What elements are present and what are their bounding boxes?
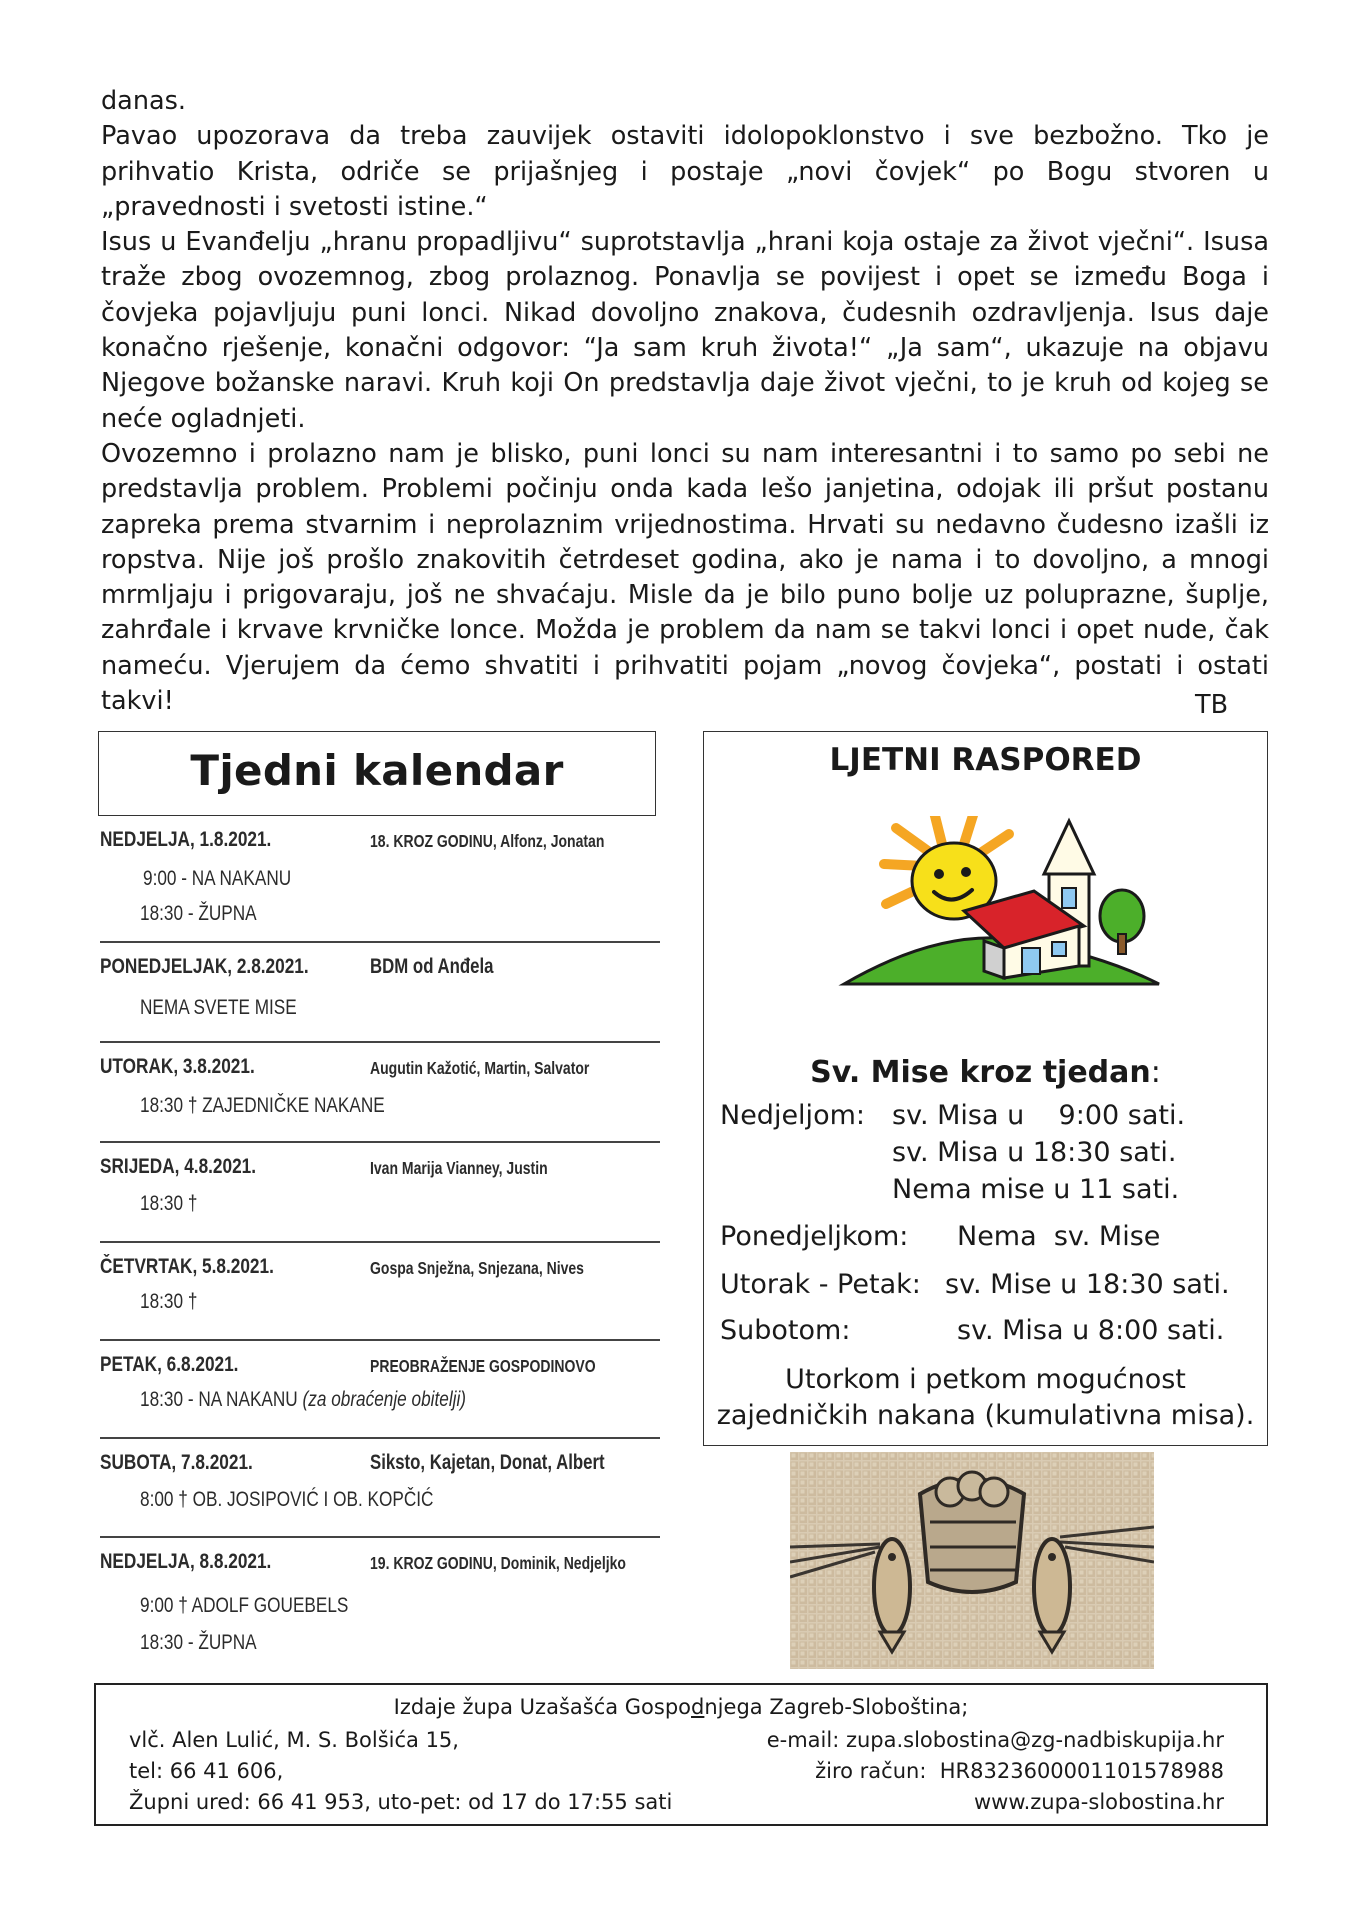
- calendar-day: PETAK, 6.8.2021.: [100, 1353, 239, 1376]
- calendar-mass: NEMA SVETE MISE: [140, 995, 297, 1019]
- calendar-day: SRIJEDA, 4.8.2021.: [100, 1155, 257, 1178]
- article-paragraph: danas.: [101, 86, 186, 116]
- footer-priest: vlč. Alen Lulić, M. S. Bolšića 15,: [129, 1728, 459, 1752]
- calendar-title: Tjedni kalendar: [190, 746, 564, 795]
- calendar-feast: 19. KROZ GODINU, Dominik, Nedjeljko: [370, 1553, 626, 1573]
- calendar-mass: 18:30 † ZAJEDNIČKE NAKANE: [140, 1093, 385, 1117]
- schedule-tuefri-value: sv. Mise u 18:30 sati.: [945, 1269, 1230, 1300]
- calendar-entry: [100, 943, 660, 1043]
- calendar-entry: [100, 828, 660, 943]
- calendar-mass: [140, 1387, 466, 1412]
- schedule-note: [704, 1362, 1267, 1434]
- calendar-mass: 18:30 - ŽUPNA: [140, 1630, 257, 1654]
- author-signature: TB: [1195, 690, 1229, 720]
- footer-web[interactable]: www.zupa-slobostina.hr: [974, 1790, 1224, 1814]
- schedule-subtitle: [704, 1055, 1267, 1090]
- schedule-note-line: Utorkom i petkom mogućnost: [785, 1364, 1186, 1395]
- calendar-day: PONEDJELJAK, 2.8.2021.: [100, 955, 309, 978]
- schedule-subtitle-colon: :: [1150, 1055, 1161, 1090]
- calendar-feast: 18. KROZ GODINU, Alfonz, Jonatan: [370, 831, 605, 851]
- footer-tel: tel: 66 41 606,: [129, 1759, 284, 1783]
- calendar-mass-note: (za obraćenje obitelji): [302, 1387, 467, 1411]
- schedule-note-line: zajedničkih nakana (kumulativna misa).: [716, 1400, 1255, 1431]
- calendar-mass: 8:00 † OB. JOSIPOVIĆ I OB. KOPČIĆ: [140, 1487, 434, 1511]
- footer-publisher-part: Izdaje župa Uzašašća Gospo: [393, 1695, 692, 1719]
- calendar-day: ČETVRTAK, 5.8.2021.: [100, 1255, 274, 1278]
- calendar-day: UTORAK, 3.8.2021.: [100, 1055, 255, 1078]
- schedule-tuefri-label: Utorak - Petak:: [720, 1269, 921, 1300]
- footer-account: žiro račun: HR8323600001101578988: [815, 1759, 1224, 1783]
- calendar-entry: [100, 1043, 660, 1143]
- calendar-mass: 18:30 †: [140, 1289, 198, 1313]
- loaves-and-fishes-mosaic: [790, 1452, 1154, 1669]
- summer-schedule-box: [703, 731, 1268, 1446]
- calendar-feast: PREOBRAŽENJE GOSPODINOVO: [370, 1356, 596, 1376]
- calendar-feast: Siksto, Kajetan, Donat, Albert: [370, 1451, 605, 1474]
- calendar-day: SUBOTA, 7.8.2021.: [100, 1451, 253, 1474]
- schedule-sunday-mass-1: sv. Misa u 9:00 sati.: [892, 1100, 1186, 1131]
- article: [101, 84, 1269, 719]
- calendar-entry: [100, 1243, 660, 1341]
- schedule-saturday-label: Subotom:: [720, 1315, 851, 1346]
- schedule-monday-label: Ponedjeljkom:: [720, 1221, 909, 1252]
- schedule-sunday-note: Nema mise u 11 sati.: [892, 1174, 1180, 1205]
- footer-box: [94, 1683, 1268, 1826]
- calendar-mass: 18:30 - ŽUPNA: [140, 901, 257, 925]
- footer-publisher-part: d: [691, 1695, 705, 1719]
- calendar-mass: 9:00 - NA NAKANU: [143, 866, 292, 890]
- sun-and-church-icon: [824, 816, 1169, 996]
- calendar-feast: Ivan Marija Vianney, Justin: [370, 1158, 548, 1178]
- footer-publisher-part: njega Zagreb-Sloboština;: [704, 1695, 969, 1719]
- calendar-mass: 9:00 † ADOLF GOUEBELS: [140, 1593, 349, 1617]
- article-paragraph: Ovozemno i prolazno nam je blisko, puni lonci su nam interesantni i to samo po sebi ne predstavlja problem. Problemi počinju onda kada lešo janjetina, odojak ili pršut postanu zapreka prema stvarnim i neprolaznim vrijednostima. Hrvati su nedavno čudesno izašli iz ropstva. Nije još prošlo znakovitih četrdeset godina, ako je nama i to dovoljno, a mnogi mrmljaju i prigovaraju, još ne shvaćaju. Misle da je bilo puno bolje uz poluprazne, šuplje, zahrđale i krvave krvničke lonce. Možda je problem da nam se takvi lonci i opet nude, čak nameću. Vjerujem da ćemo shvatiti i prihvatiti pojam „novog čovjeka“, postati i ostati takvi!: [101, 438, 1269, 717]
- calendar-mass-text: 18:30 - NA NAKANU: [140, 1387, 298, 1411]
- schedule-subtitle-text: Sv. Mise kroz tjedan: [810, 1055, 1151, 1090]
- schedule-title: LJETNI RASPORED: [829, 742, 1142, 778]
- calendar-entry: [100, 1341, 660, 1439]
- article-paragraph: Isus u Evanđelju „hranu propadljivu“ suprotstavlja „hrani koja ostaje za život vječni“. Isusa traže zbog ovozemnog, zbog prolaznog. Ponavlja se povijest i opet se između Boga i čovjeka pojavljuju puni lonci. Nikad dovoljno znakova, čudesnih ozdravljenja. Isus daje konačno rješenje, konačni odgovor: “Ja sam kruh života!“ „Ja sam“, ukazuje na objavu Njegove božanske naravi. Kruh koji On predstavlja daje život vječni, to je kruh od kojeg se neće ogladnjeti.: [101, 227, 1269, 434]
- calendar-feast: Augutin Kažotić, Martin, Salvator: [370, 1058, 590, 1078]
- calendar-feast: BDM od Anđela: [370, 955, 494, 978]
- calendar-entry: [100, 1538, 660, 1658]
- calendar-title-box: [98, 731, 656, 816]
- footer-email[interactable]: e-mail: zupa.slobostina@zg-nadbiskupija.hr: [766, 1728, 1224, 1752]
- calendar-feast: Gospa Snježna, Snjezana, Nives: [370, 1258, 584, 1278]
- calendar-day: NEDJELJA, 8.8.2021.: [100, 1550, 272, 1573]
- schedule-saturday-value: sv. Misa u 8:00 sati.: [957, 1315, 1225, 1346]
- calendar-list: [100, 828, 660, 1658]
- schedule-monday-value: Nema sv. Mise: [957, 1221, 1161, 1252]
- calendar-entry: [100, 1143, 660, 1243]
- article-paragraph: Pavao upozorava da treba zauvijek ostaviti idolopoklonstvo i sve bezbožno. Tko je prihvatio Krista, odriče se prijašnjeg i postaje „novi čovjek“ po Bogu stvoren u „pravednosti i svetosti istine.“: [101, 121, 1269, 222]
- schedule-sunday-mass-2: sv. Misa u 18:30 sati.: [892, 1137, 1177, 1168]
- calendar-entry: [100, 1439, 660, 1538]
- footer-publisher: [96, 1695, 1266, 1719]
- calendar-mass: 18:30 †: [140, 1191, 198, 1215]
- calendar-day: NEDJELJA, 1.8.2021.: [100, 828, 272, 851]
- footer-office: Župni ured: 66 41 953, uto-pet: od 17 do 17:55 sati: [129, 1790, 673, 1814]
- schedule-sunday-label: Nedjeljom:: [720, 1100, 865, 1131]
